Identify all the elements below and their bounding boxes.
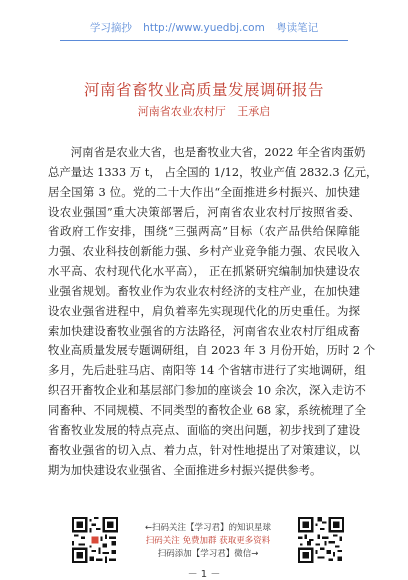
qr-code-icon[interactable] <box>72 517 118 563</box>
qr-code-icon[interactable] <box>298 517 344 563</box>
footer-line-add-wechat: 扫码添加【学习君】微信→ <box>157 549 259 559</box>
header-url-link[interactable]: http://www.yuedbj.com <box>143 22 265 34</box>
page-footer <box>0 517 408 567</box>
body-line: 总产量达 1333 万 t， 占全国的 1/12，牧业产值 2832.3 亿元， <box>48 164 378 179</box>
body-line: 河南省是农业大省，也是畜牧业大省，2022 年全省肉蛋奶 <box>48 145 366 159</box>
body-line: 索加快建设畜牧业强省的方法路径，河南省农业农村厅组成畜 <box>48 323 360 338</box>
footer-line-knowledge-planet: ←扫码关注【学习君】的知识星球 <box>144 523 272 533</box>
body-line: 织召开畜牧企业和基层部门参加的座谈会 10 余次，深入走访不 <box>48 383 366 398</box>
body-line: 水平高、农村现代化水平高）， 正在抓紧研究编制加快建设农 <box>48 264 360 279</box>
body-line: 同畜种、不同规模、不同类型的畜牧企业 68 家，系统梳理了全 <box>48 402 366 417</box>
body-line: 多月，先后赴驻马店、南阳等 14 个省辖市进行了实地调研，组 <box>48 363 366 378</box>
byline <box>0 103 408 119</box>
body-line: 牧业高质量发展专题调研组，自 2023 年 3 月份开始，历时 2 个 <box>48 343 376 358</box>
body-line: 省政府工作安排，围绕“三强两高”目标（农产品供给保障能 <box>48 224 360 239</box>
body-line: 期为加快建设农业强省、全面推进乡村振兴提供参考。 <box>48 462 322 477</box>
byline-author: 王承启 <box>237 105 271 118</box>
body-line: 省畜牧业发展的特点亮点、面临的突出问题，初步找到了建设 <box>48 422 360 437</box>
page-number: － 1 － <box>187 569 221 580</box>
document-title: 河南省畜牧业高质量发展调研报告 <box>83 81 324 99</box>
header-right-label: 粤读笔记 <box>276 22 319 34</box>
body-text <box>48 143 378 480</box>
page-header <box>0 20 408 35</box>
header-left-label: 学习摘抄 <box>89 22 132 34</box>
body-line: 居全国第 3 位。党的二十大作出“全面推进乡村振兴、加快建 <box>48 184 360 199</box>
body-line: 业强省规划。畜牧业作为农业农村经济的支柱产业，在加快建 <box>48 283 360 298</box>
header-divider <box>60 40 348 41</box>
byline-department: 河南省农业农村厅 <box>137 105 226 118</box>
body-line: 设农业强省进程中，肩负着率先实现现代化的历史重任。为探 <box>48 303 360 318</box>
body-line: 设农业强国”重大决策部署后，河南省农业农村厅按照省委、 <box>48 204 360 219</box>
footer-line-join-group: 扫码关注 免费加群 获取更多资料 <box>145 536 271 546</box>
body-line: 力强、农业科技创新能力强、乡村产业竞争能力强、农民收入 <box>48 244 360 259</box>
body-line: 畜牧业强省的切入点、着力点，针对性地提出了对策建议，以 <box>48 442 360 457</box>
